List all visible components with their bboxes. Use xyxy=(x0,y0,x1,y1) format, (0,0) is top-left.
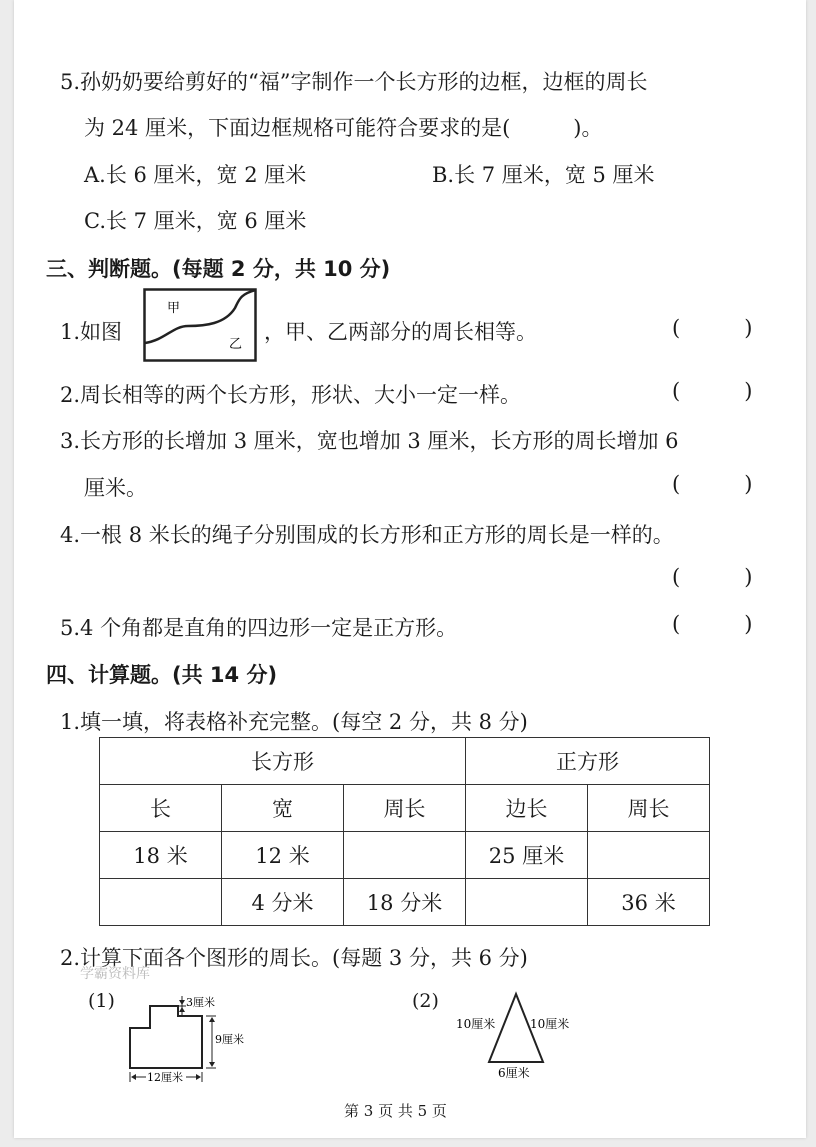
q5-line1: 5.孙奶奶要给剪好的“福”字制作一个长方形的边框，边框的周长 xyxy=(60,70,648,94)
section4-heading: 四、计算题。(共 14 分) xyxy=(46,663,278,687)
judge-q5: 5.4 个角都是直角的四边形一定是正方形。 xyxy=(60,616,458,640)
table-group-rect: 长方形 xyxy=(100,738,466,785)
fig1-dim-right: 9厘米 xyxy=(215,1033,244,1046)
fig2-label: (2) xyxy=(412,990,439,1012)
table-header: 长 xyxy=(100,785,222,832)
q5-option-a: A.长 6 厘米，宽 2 厘米 xyxy=(84,163,307,187)
q5-option-c: C.长 7 厘米，宽 6 厘米 xyxy=(84,209,307,233)
judge-q2-answer[interactable]: ( ) xyxy=(672,379,753,403)
fig2-right-side: 10厘米 xyxy=(530,1017,570,1031)
fig2-triangle xyxy=(454,988,594,1080)
q5-option-b: B.长 7 厘米，宽 5 厘米 xyxy=(432,163,655,187)
perimeter-table xyxy=(99,737,710,926)
judge-q4: 4.一根 8 米长的绳子分别围成的长方形和正方形的周长是一样的。 xyxy=(60,523,674,547)
table-header: 宽 xyxy=(222,785,344,832)
fig1-dim-top: 3厘米 xyxy=(186,996,215,1009)
table-row xyxy=(100,832,710,879)
judge-q3-answer[interactable]: ( ) xyxy=(672,472,753,496)
judge-q5-answer[interactable]: ( ) xyxy=(672,612,753,636)
calc-q2: 2.计算下面各个图形的周长。(每题 3 分，共 6 分) xyxy=(60,946,528,970)
table-cell-blank[interactable] xyxy=(466,879,588,926)
table-cell-blank[interactable] xyxy=(344,832,466,879)
table-row xyxy=(100,879,710,926)
table-cell: 18 米 xyxy=(100,832,222,879)
page-footer: 第 3 页 共 5 页 xyxy=(344,1102,447,1120)
judge-q2: 2.周长相等的两个长方形，形状、大小一定一样。 xyxy=(60,383,522,407)
table-cell: 18 分米 xyxy=(344,879,466,926)
table-group-square: 正方形 xyxy=(466,738,710,785)
fig2-bottom-side: 6厘米 xyxy=(498,1066,530,1080)
fig1-dim-bottom: 12厘米 xyxy=(147,1071,183,1084)
judge-q1-prefix: 1.如图 xyxy=(60,320,123,344)
fig-label-jia: 甲 xyxy=(167,301,181,316)
table-group-row xyxy=(100,738,710,785)
table-header-row xyxy=(100,785,710,832)
fig1-step-shape xyxy=(120,988,260,1084)
judge-q3-line2: 厘米。 xyxy=(84,476,147,500)
section3-heading: 三、判断题。(每题 2 分，共 10 分) xyxy=(46,257,391,281)
table-cell: 12 米 xyxy=(222,832,344,879)
calc-q1: 1.填一填，将表格补充完整。(每空 2 分，共 8 分) xyxy=(60,710,528,734)
judge-q4-answer[interactable]: ( ) xyxy=(672,565,753,589)
table-cell-blank[interactable] xyxy=(588,832,710,879)
table-header: 周长 xyxy=(344,785,466,832)
judge-q3-line1: 3.长方形的长增加 3 厘米，宽也增加 3 厘米，长方形的周长增加 6 xyxy=(60,429,679,453)
table-cell: 4 分米 xyxy=(222,879,344,926)
fig-label-yi: 乙 xyxy=(229,337,243,352)
judge-q1-answer[interactable]: ( ) xyxy=(672,316,753,340)
table-cell: 25 厘米 xyxy=(466,832,588,879)
judge-q1-suffix: ，甲、乙两部分的周长相等。 xyxy=(264,320,537,344)
judge-q1-figure xyxy=(143,288,257,362)
exam-page xyxy=(14,0,806,1138)
table-cell: 36 米 xyxy=(588,879,710,926)
q5-line2: 为 24 厘米，下面边框规格可能符合要求的是( )。 xyxy=(84,116,603,140)
fig1-label: (1) xyxy=(88,990,115,1012)
fig2-left-side: 10厘米 xyxy=(456,1017,496,1031)
table-header: 边长 xyxy=(466,785,588,832)
table-header: 周长 xyxy=(588,785,710,832)
watermark: 学霸资料库 xyxy=(80,966,150,982)
table-cell-blank[interactable] xyxy=(100,879,222,926)
